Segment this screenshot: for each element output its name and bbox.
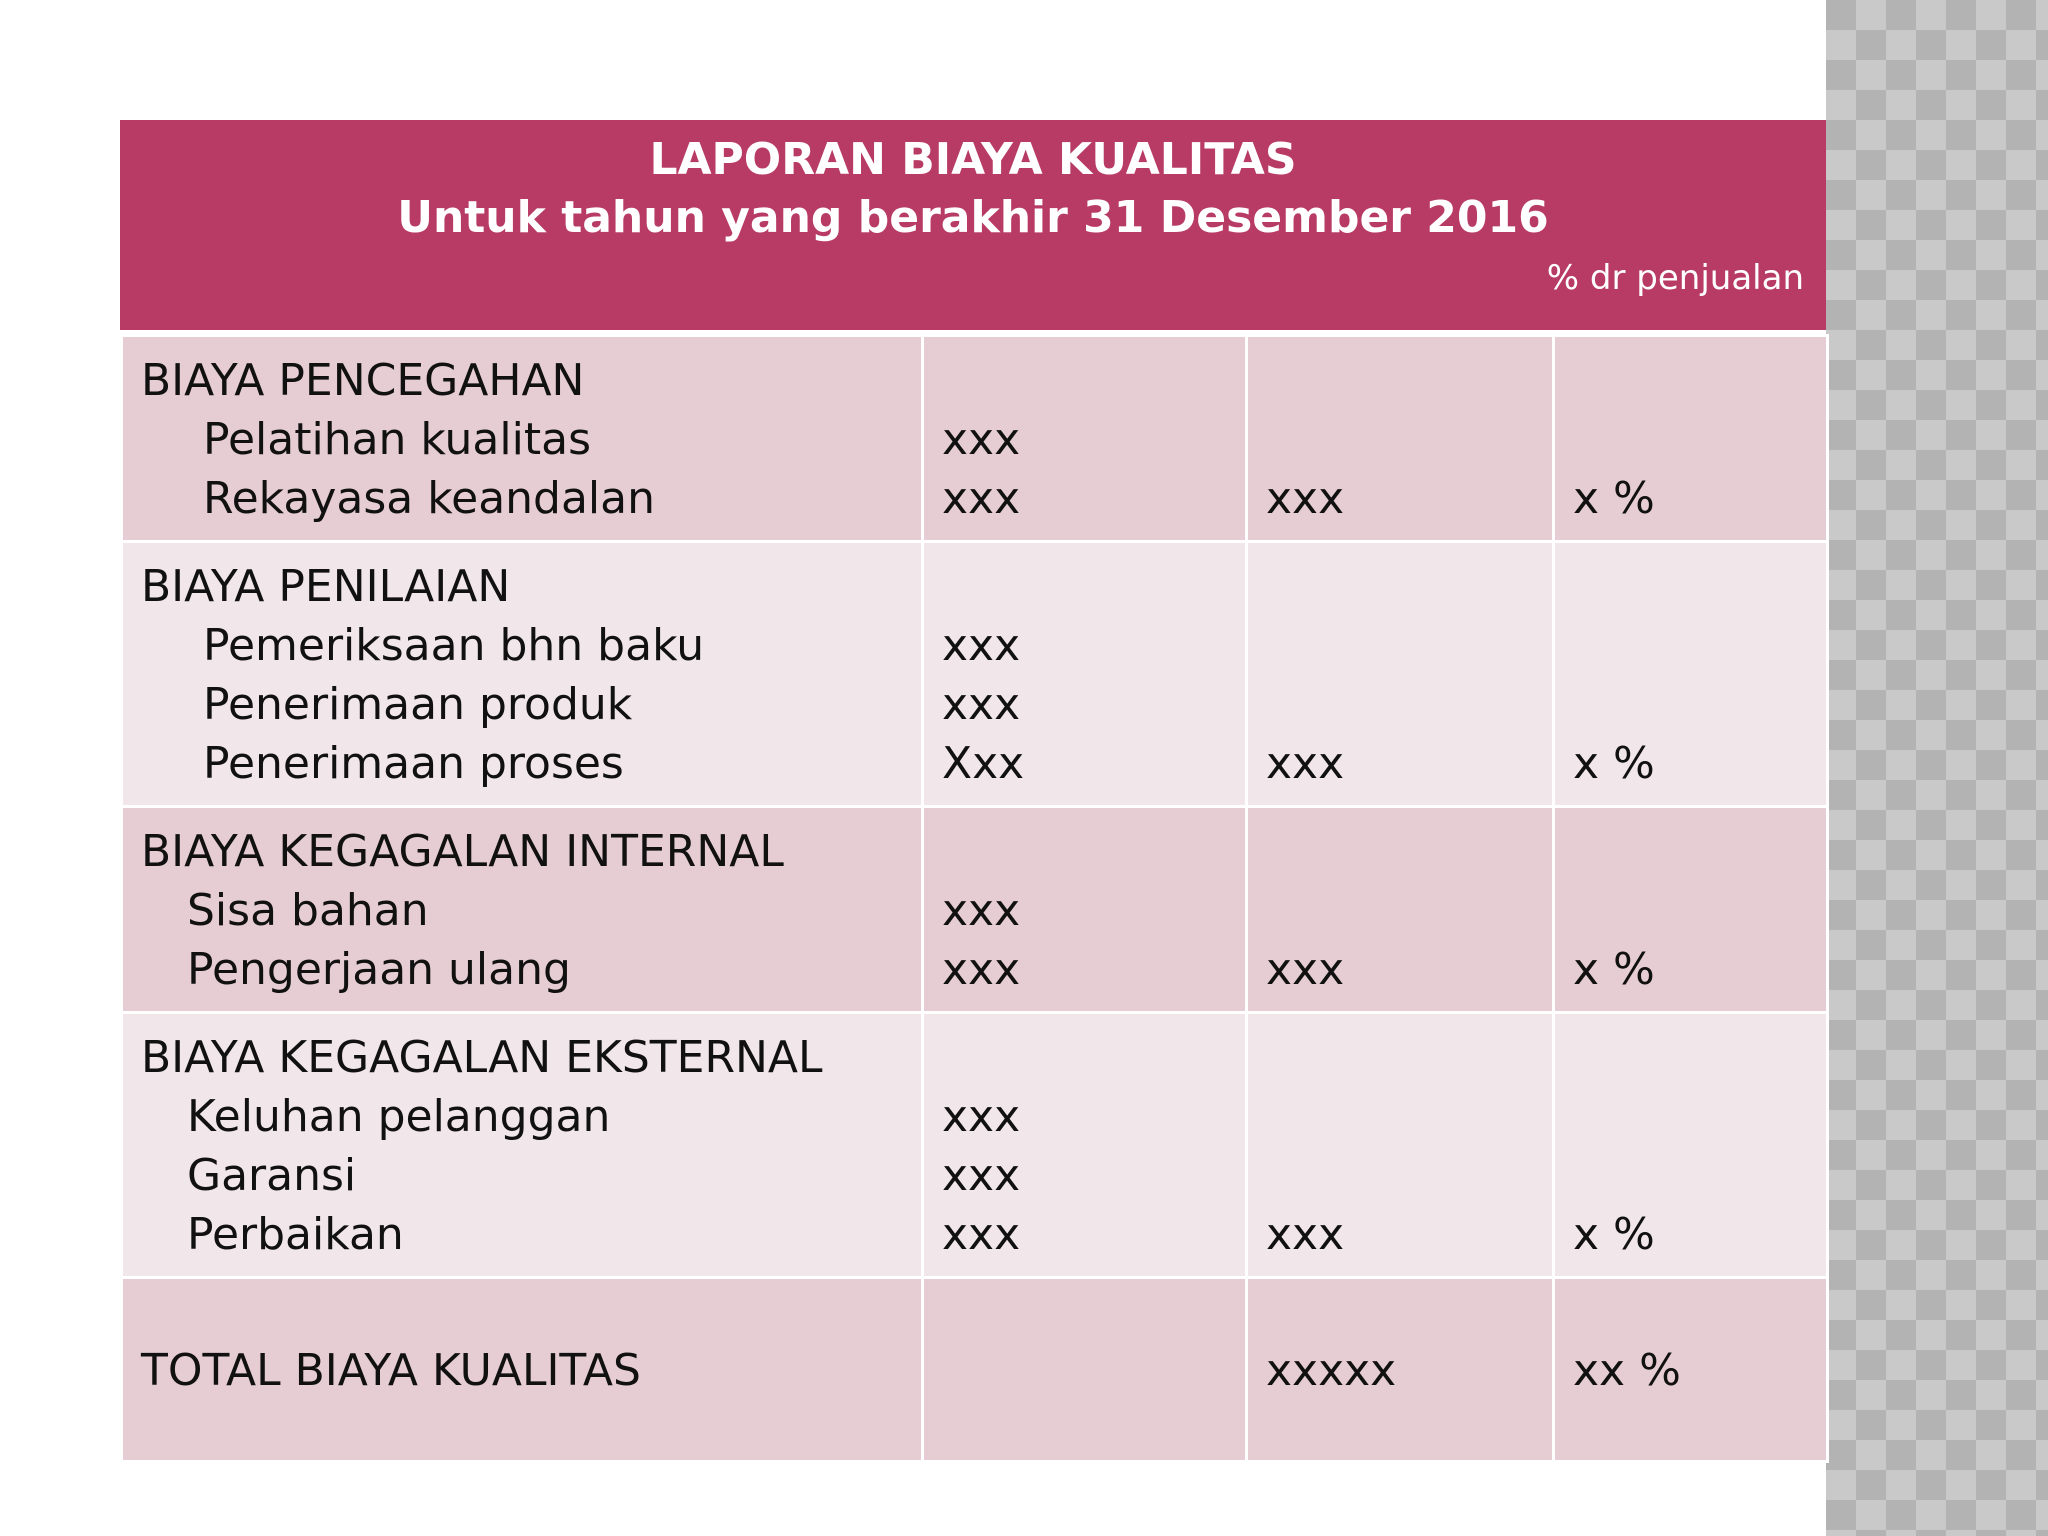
section-row-prevention <box>122 336 1828 542</box>
line-amount: xxx <box>942 1091 1021 1142</box>
section-row-external-failure <box>122 1013 1828 1278</box>
label-cell <box>122 807 923 1013</box>
total-row <box>122 1278 1828 1462</box>
line-item: Pemeriksaan bhn baku <box>203 620 705 671</box>
total-empty-cell <box>923 1278 1247 1462</box>
section-title: BIAYA PENILAIAN <box>141 561 511 612</box>
section-title: BIAYA KEGAGALAN EKSTERNAL <box>141 1032 823 1083</box>
line-item: Rekayasa keandalan <box>203 473 656 524</box>
line-item: Penerimaan produk <box>203 679 633 730</box>
percent-cell <box>1554 807 1828 1013</box>
side-decorative-pattern <box>1826 0 2048 1536</box>
total-label: TOTAL BIAYA KUALITAS <box>122 1278 923 1462</box>
line-amount: xxx <box>942 944 1021 995</box>
line-amount: xxx <box>942 885 1021 936</box>
section-percent: x % <box>1573 944 1655 995</box>
line-amount: xxx <box>942 473 1021 524</box>
section-subtotal: xxx <box>1266 1209 1345 1260</box>
label-cell <box>122 1013 923 1278</box>
line-amount: xxx <box>942 1209 1021 1260</box>
section-percent: x % <box>1573 1209 1655 1260</box>
amount-cell <box>923 542 1247 807</box>
section-subtotal: xxx <box>1266 944 1345 995</box>
quality-cost-table <box>120 334 1829 1463</box>
subtotal-cell <box>1247 807 1554 1013</box>
section-percent: x % <box>1573 473 1655 524</box>
section-percent: x % <box>1573 738 1655 789</box>
line-item: Garansi <box>187 1150 357 1201</box>
section-subtotal: xxx <box>1266 473 1345 524</box>
section-title: BIAYA PENCEGAHAN <box>141 355 585 406</box>
line-item: Sisa bahan <box>187 885 429 936</box>
amount-cell <box>923 1013 1247 1278</box>
label-cell <box>122 336 923 542</box>
label-cell <box>122 542 923 807</box>
report-header <box>120 120 1826 330</box>
percent-cell <box>1554 336 1828 542</box>
line-amount: xxx <box>942 679 1021 730</box>
report-subtitle: Untuk tahun yang berakhir 31 Desember 2016 <box>397 192 1549 243</box>
subtotal-cell <box>1247 542 1554 807</box>
total-percent: xx % <box>1554 1278 1828 1462</box>
line-item: Penerimaan proses <box>203 738 624 789</box>
subtotal-cell <box>1247 1013 1554 1278</box>
section-subtotal: xxx <box>1266 738 1345 789</box>
amount-cell <box>923 807 1247 1013</box>
line-item: Pengerjaan ulang <box>187 944 571 995</box>
line-amount: Xxx <box>942 738 1025 789</box>
amount-cell <box>923 336 1247 542</box>
percent-cell <box>1554 542 1828 807</box>
line-item: Perbaikan <box>187 1209 404 1260</box>
line-amount: xxx <box>942 620 1021 671</box>
line-item: Pelatihan kualitas <box>203 414 591 465</box>
percent-of-sales-label: % dr penjualan <box>1546 258 1804 298</box>
line-item: Keluhan pelanggan <box>187 1091 611 1142</box>
line-amount: xxx <box>942 414 1021 465</box>
report-title: LAPORAN BIAYA KUALITAS <box>649 134 1297 185</box>
subtotal-cell <box>1247 336 1554 542</box>
percent-cell <box>1554 1013 1828 1278</box>
section-row-internal-failure <box>122 807 1828 1013</box>
line-amount: xxx <box>942 1150 1021 1201</box>
section-title: BIAYA KEGAGALAN INTERNAL <box>141 826 784 877</box>
total-amount: xxxxx <box>1247 1278 1554 1462</box>
section-row-appraisal <box>122 542 1828 807</box>
